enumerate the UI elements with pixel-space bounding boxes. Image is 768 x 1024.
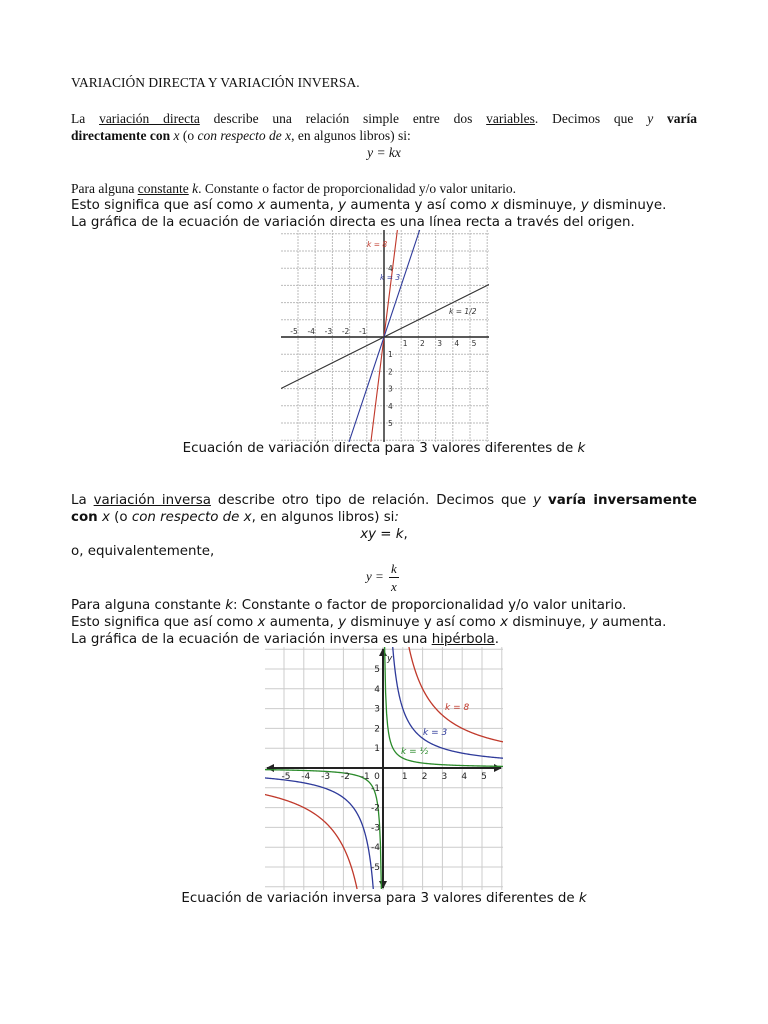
page-title: VARIACIÓN DIRECTA Y VARIACIÓN INVERSA. [71,75,360,90]
chart2-tick-labels [282,654,487,873]
link-variacion-directa[interactable]: variación directa [99,111,200,126]
y-tick-label: -3 [371,823,380,834]
y-tick-label: 4 [388,401,393,411]
inverse-fraction-formula: y = $\frac{k}{x}$ [366,561,397,594]
x-tick-label: 1 [401,772,408,782]
y-tick-label: 2 [374,724,380,735]
x-tick-label: 3 [437,339,442,348]
inverse-intro-line2: con x (o con respecto de x, en algunos libros) si: [71,510,399,525]
x-tick-label: -1 [360,772,370,782]
y-tick-label: 4 [374,684,380,695]
x-tick-label: 2 [421,772,428,782]
x-tick-label: -1 [359,327,367,336]
x-axis-arrow-right [494,764,502,772]
x-tick-label: 1 [402,339,408,348]
direct-intro-line2: directamente con x (o con respecto de x, en algunos libros) si: [71,128,411,143]
direct-formula: y = kx [367,145,401,160]
y-tick-label: 3 [374,704,380,715]
series-label: k = 3 [380,273,401,282]
direct-significa-line: Esto significa que así como x aumenta, y aumenta y así como x disminuye, y disminuye. [71,198,667,213]
y-tick-label: 1 [374,744,380,755]
x-tick-label: 3 [441,772,448,782]
direct-intro-line1: La variación directa describe una relación simple entre dos variables. Decimos que y varía [71,111,698,126]
y-tick-label: -5 [371,863,380,873]
y-tick-label: -1 [371,783,380,794]
fraction-numerator: k [391,561,397,576]
y-tick-label: -4 [371,843,380,854]
link-hiperbola[interactable]: hipérbola [431,632,495,647]
y-tick-label: 5 [374,665,380,675]
chart2-axes [266,648,502,889]
x-tick-label: -3 [321,772,331,782]
series-label: k = ½ [401,747,429,757]
x-tick-label: 5 [481,772,487,782]
inverse-formula: xy = k, [360,527,408,542]
y-tick-label: -2 [371,803,380,814]
x-tick-label: 4 [461,772,468,782]
y-tick-label: 1 [388,350,393,360]
x-tick-label: 0 [374,772,380,782]
x-tick-label: -4 [301,772,311,782]
inverse-constante-line: Para alguna constante k: Constante o factor de proporcionalidad y/o valor unitario. [71,598,627,613]
y-tick-label: 3 [388,384,393,394]
direct-constante-line: Para alguna constante k. Constante o factor de proporcionalidad y/o valor unitario. [71,181,517,196]
x-tick-label: -4 [307,327,315,336]
x-tick-label: 4 [454,339,460,348]
x-tick-label: -3 [324,327,333,336]
link-variables[interactable]: variables [486,111,535,126]
x-tick-label: 2 [420,339,425,348]
y-tick-label: 5 [388,419,393,428]
series-label: k = 8 [445,703,470,713]
x-tick-label: -5 [290,327,298,336]
inverse-variation-chart [265,647,503,890]
link-constante[interactable]: constante [137,181,189,196]
fraction-denominator: x [391,579,397,594]
inverse-significa-line: Esto significa que así como x aumenta, y disminuye y así como x disminuye, y aumenta. [71,615,667,630]
hyperbola-branch [265,778,373,889]
inverse-equivalentemente: o, equivalentemente, [71,544,215,559]
x-tick-label: 5 [471,339,477,348]
inverse-caption: Ecuación de variación inversa para 3 valores diferentes de k [181,891,587,906]
series-label: k = 8 [367,240,388,249]
series-label: k = 3 [423,728,448,738]
y-tick-label: 4 [388,264,393,274]
x-tick-label: -2 [341,327,350,336]
y-axis-arrow-down [379,881,387,889]
x-axis-arrow-left [266,764,274,772]
chart1-lines [281,230,489,442]
x-tick-label: -5 [281,772,291,782]
y-axis-label: y [387,654,393,664]
direct-variation-chart [281,230,489,442]
direct-caption: Ecuación de variación directa para 3 valores diferentes de k [182,441,586,456]
y-tick-label: 2 [388,367,393,377]
chart2-series-labels [401,703,469,757]
series-label: k = 1/2 [449,307,477,316]
inverse-grafica-line: La gráfica de la ecuación de variación inversa es una hipérbola. [71,632,500,647]
link-variacion-inversa[interactable]: variación inversa [93,493,211,508]
x-tick-label: -2 [340,772,350,782]
direct-grafica-line: La gráfica de la ecuación de variación directa es una línea recta a través del origen. [71,215,635,230]
inverse-intro-line1: La variación inversa describe otro tipo de relación. Decimos que y varía inversamente [71,493,697,508]
